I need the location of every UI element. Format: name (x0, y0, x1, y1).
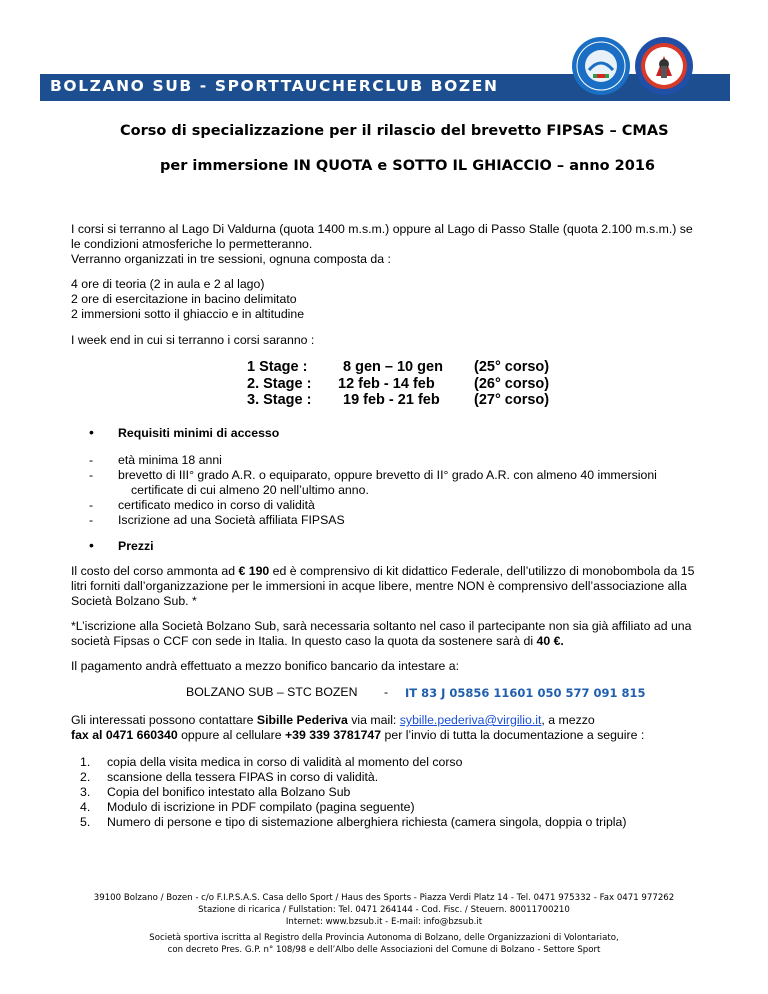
requirement-item-continuation: certificate di cui almeno 20 nell’ultimo anno. (131, 483, 369, 497)
doc-num: 4. (80, 800, 91, 814)
stage-course: (27° corso) (474, 392, 550, 408)
requirement-item: brevetto di III° grado A.R. o equiparato, oppure brevetto di II° grado A.R. con almeno 40 immersioni (118, 468, 657, 482)
contact-phone: +39 339 3781747 (285, 728, 382, 742)
dash: - (89, 468, 94, 482)
doc-item: copia della visita medica in corso di validità al momento del corso (107, 755, 463, 769)
doc-num: 2. (80, 770, 91, 784)
contact-line-1 (71, 713, 595, 728)
stage-label: 3. Stage : (247, 392, 312, 408)
stage-label: 1 Stage : (247, 359, 308, 375)
footer-internet: Internet: www.bzsub.it - E-mail: info@bzsub.it (285, 917, 483, 927)
doc-item: Modulo di iscrizione in PDF compilato (pagina seguente) (107, 800, 415, 814)
intro-line-1: I corsi si terranno al Lago Di Valdurna (quota 1400 m.s.m.) oppure al Lago di Passo Stalle (quota 2.100 m.s.m.) se (71, 222, 693, 236)
stage-label: 2. Stage : (247, 376, 312, 392)
contact-line-2 (71, 728, 644, 743)
bullet-icon: • (89, 424, 94, 440)
price-line-3: Società Bolzano Sub. * (71, 594, 197, 608)
doc-item: scansione della tessera FIPAS in corso di validità. (107, 770, 379, 784)
intro-line-2: le condizioni atmosferiche lo permetteranno. (71, 237, 313, 251)
stage-dates: 19 feb - 21 feb (343, 392, 440, 408)
contact-text: oppure al cellulare (177, 728, 285, 742)
doc-num: 3. (80, 785, 91, 799)
membership-amount: 40 €. (536, 634, 564, 648)
price-text: ed è comprensivo di kit didattico Federale, dell’utilizzo di monobombola da 15 (269, 564, 695, 578)
price-line-2: litri forniti dall’organizzazione per le immersioni in acque libere, mentre NON è comprensivo dell’associazione alla (71, 579, 687, 593)
footer-registry-2: con decreto Pres. G.P. n° 108/98 e dell’Albo delle Associazioni del Comune di Bolzano - Settore Sport (167, 945, 601, 955)
contact-text: Gli interessati possono contattare (71, 713, 257, 727)
requirement-item: età minima 18 anni (118, 453, 222, 467)
weekend-intro: I week end in cui si terranno i corsi saranno : (71, 333, 315, 347)
session-item-1: 4 ore di teoria (2 in aula e 2 al lago) (71, 277, 265, 291)
doc-item: Numero di persone e tipo di sistemazione alberghiera richiesta (camera singola, doppia o tripla) (107, 815, 627, 829)
separator: - (384, 685, 389, 699)
footer-address: 39100 Bolzano / Bozen - c/o F.I.P.S.A.S. Casa dello Sport / Haus des Sports - Piazza Verdi Platz 14 - Tel. 0471 975332 - Fax 0471 977262 (93, 893, 675, 903)
doc-num: 1. (80, 755, 91, 769)
contact-name: Sibille Pederiva (256, 713, 348, 727)
requirement-item: Iscrizione ad una Società affiliata FIPSAS (118, 513, 345, 527)
contact-text: per l’invio di tutta la documentazione a seguire : (381, 728, 645, 742)
contact-text: via mail: (347, 713, 400, 727)
beneficiary: BOLZANO SUB – STC BOZEN (186, 685, 358, 699)
requirements-heading: Requisiti minimi di accesso (118, 426, 280, 440)
stage-course: (26° corso) (474, 376, 550, 392)
stage-dates: 8 gen – 10 gen (343, 359, 443, 375)
title-line-1: Corso di specializzazione per il rilascio del brevetto FIPSAS – CMAS (120, 123, 669, 139)
dash: - (89, 513, 94, 527)
session-item-2: 2 ore di esercitazione in bacino delimitato (71, 292, 297, 306)
intro-line-3: Verranno organizzati in tre sessioni, ognuna composta da : (71, 252, 391, 266)
doc-num: 5. (80, 815, 91, 829)
contact-email-link[interactable]: sybille.pederiva@virgilio.it (399, 713, 542, 727)
footer-registry-1: Società sportiva iscritta al Registro della Provincia Autonoma di Bolzano, delle Organizzazioni di Volontariato, (149, 933, 619, 943)
prices-heading: Prezzi (118, 539, 154, 553)
requirement-item: certificato medico in corso di validità (118, 498, 315, 512)
stage-course: (25° corso) (474, 359, 550, 375)
footer-station: Stazione di ricarica / Fullstation: Tel. 0471 264144 - Cod. Fisc. / Steuern. 80011700210 (198, 905, 570, 915)
price-line-1 (71, 564, 694, 579)
bullet-icon: • (89, 537, 94, 553)
contact-fax: fax al 0471 660340 (71, 728, 178, 742)
title-line-2: per immersione IN QUOTA e SOTTO IL GHIACCIO – anno 2016 (160, 158, 656, 174)
club-name: BOLZANO SUB - SPORTTAUCHERCLUB BOZEN (50, 77, 499, 95)
dash: - (89, 453, 94, 467)
dash: - (89, 498, 94, 512)
membership-line-2 (71, 634, 564, 649)
price-text: Il costo del corso ammonta ad (71, 564, 239, 578)
price-amount: € 190 (238, 564, 270, 578)
session-item-3: 2 immersioni sotto il ghiaccio e in altitudine (71, 307, 305, 321)
membership-line-1: *L’iscrizione alla Società Bolzano Sub, sarà necessaria soltanto nel caso il partecipante non sia già affiliato ad una (71, 619, 692, 633)
contact-text: , a mezzo (541, 713, 595, 727)
payment-line: Il pagamento andrà effettuato a mezzo bonifico bancario da intestare a: (71, 659, 460, 673)
club-logo (634, 36, 694, 96)
fipsas-logo (571, 36, 631, 96)
doc-item: Copia del bonifico intestato alla Bolzano Sub (107, 785, 351, 799)
stage-dates: 12 feb - 14 feb (338, 376, 435, 392)
iban: IT 83 J 05856 11601 050 577 091 815 (405, 686, 646, 700)
membership-text: società Fipsas o CCF con sede in Italia. In questo caso la quota da sostenere sarà di (71, 634, 537, 648)
